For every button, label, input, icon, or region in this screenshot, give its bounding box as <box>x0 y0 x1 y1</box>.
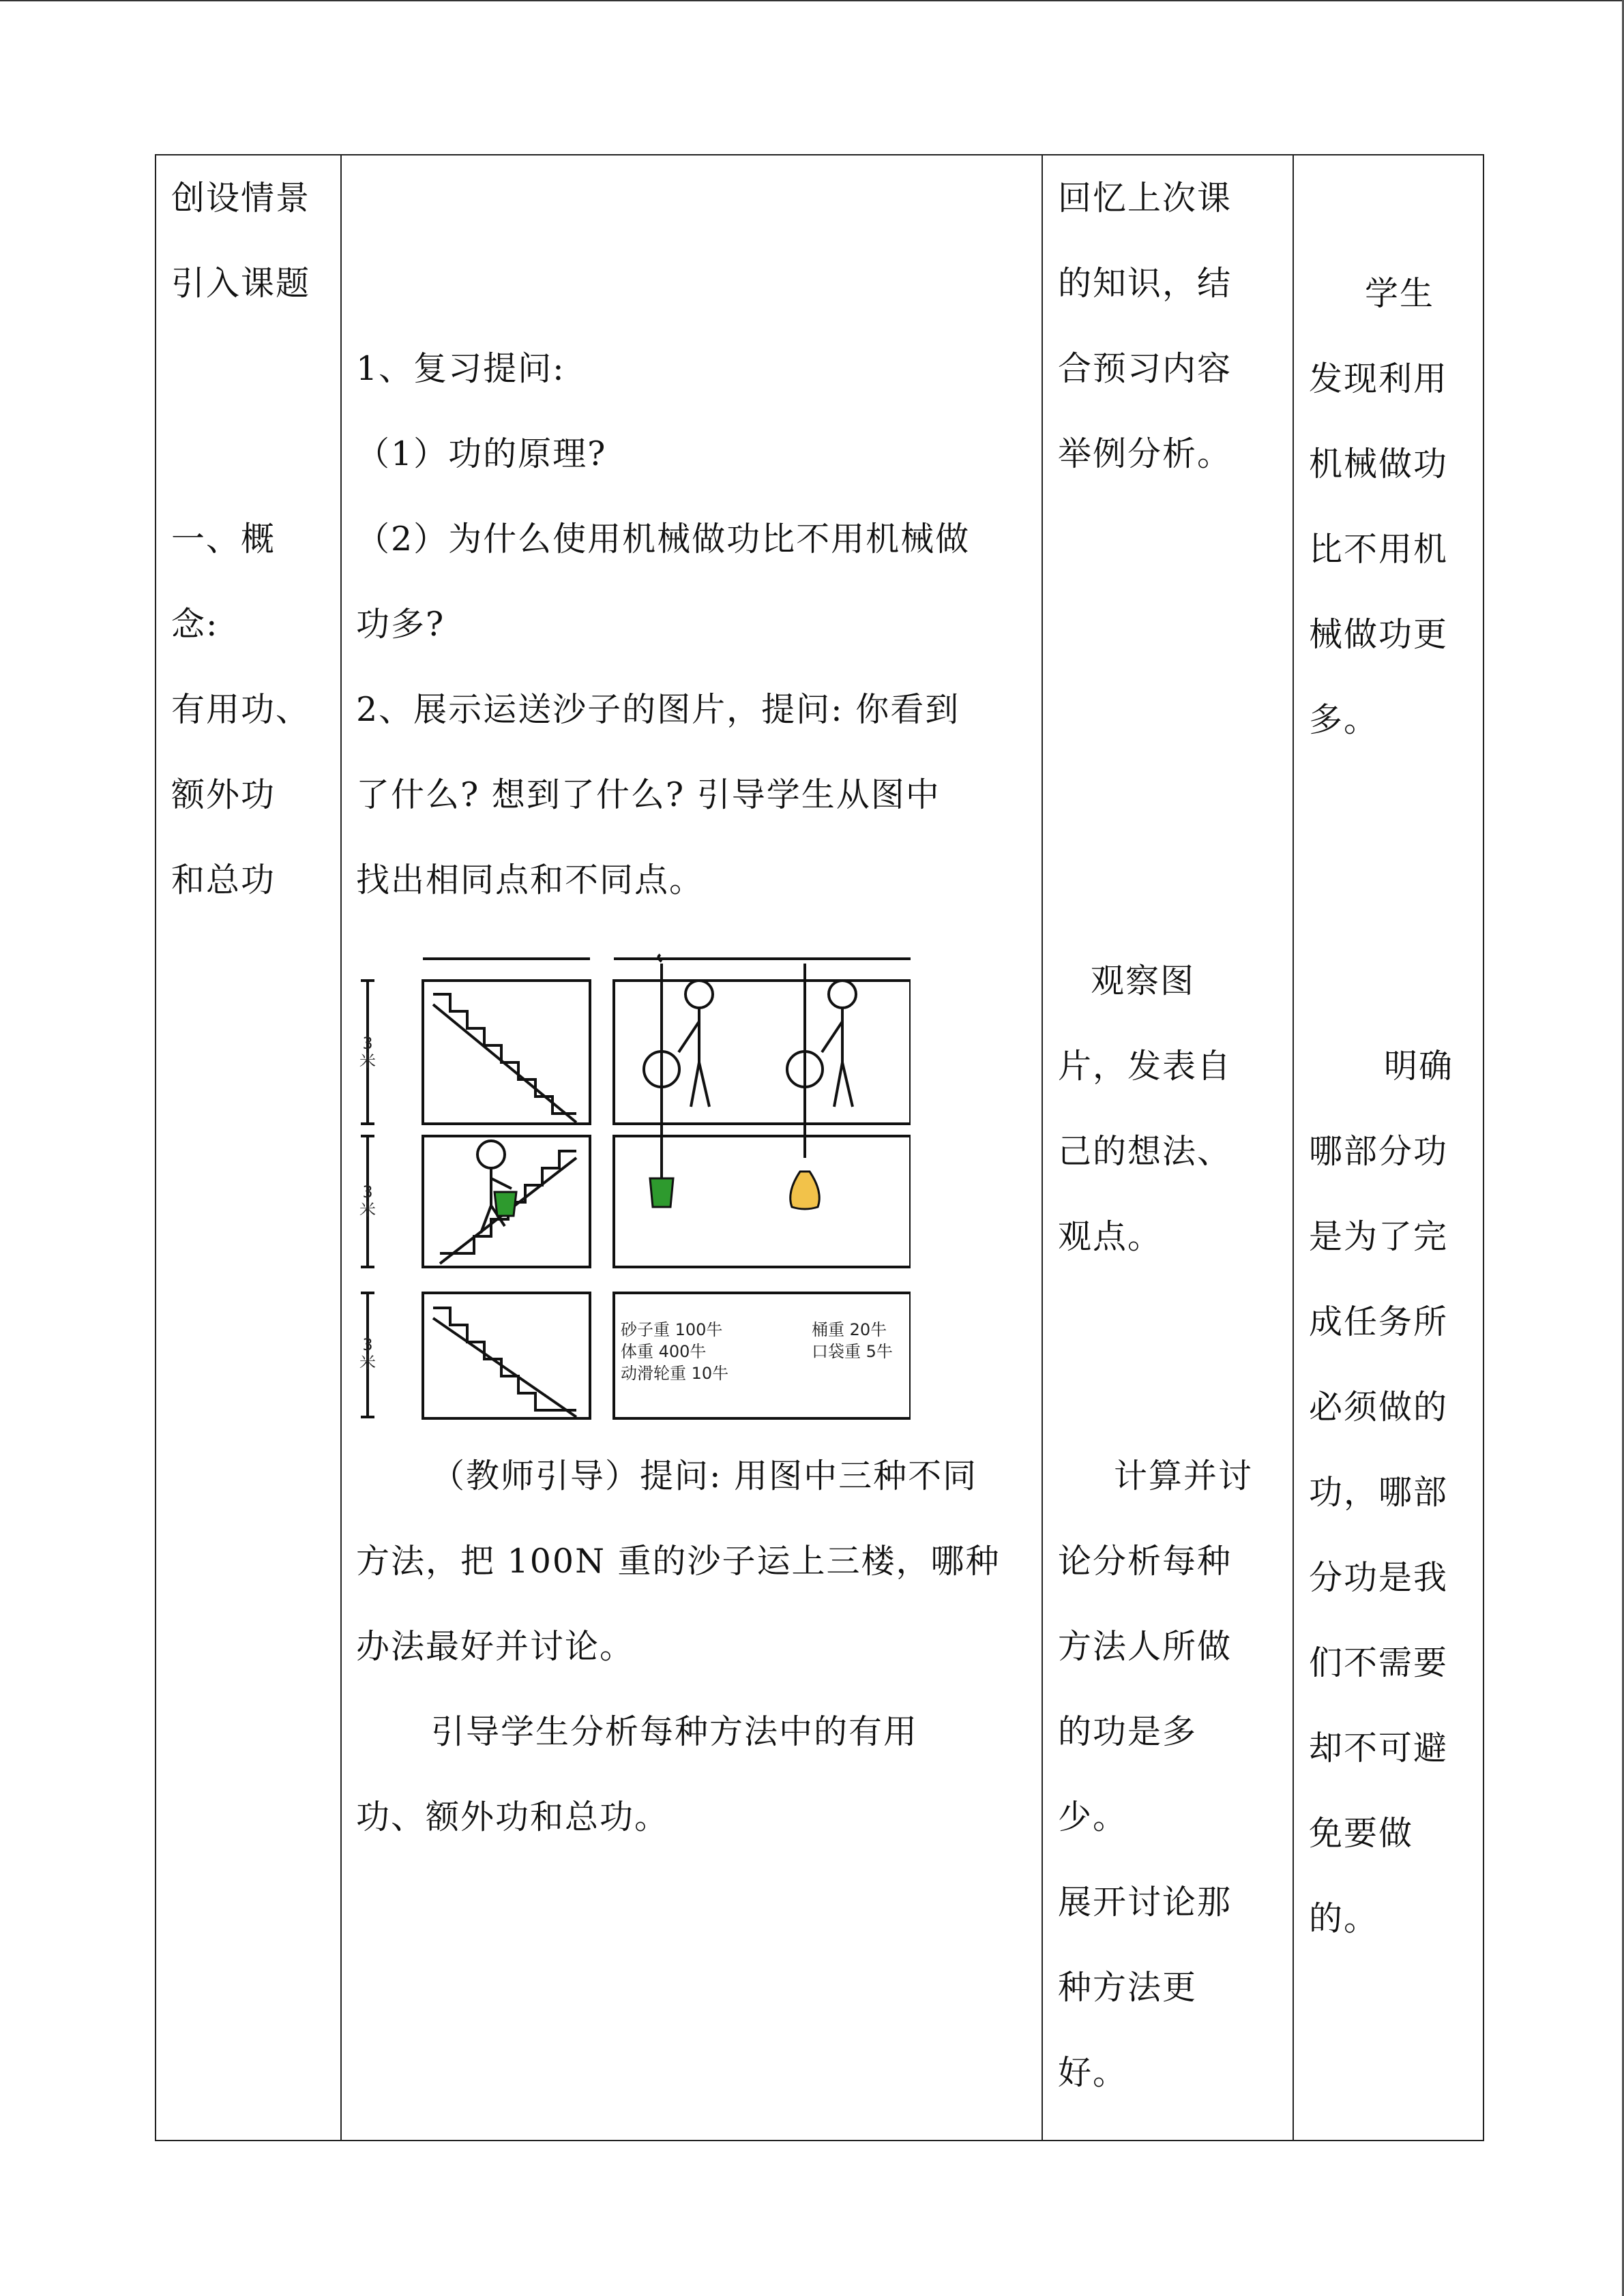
design-intent-line: 们不需要 <box>1309 1643 1449 1682</box>
student-activity-line: 观点。 <box>1058 1217 1163 1256</box>
student-activity-line: 计算并讨 <box>1114 1457 1254 1495</box>
concept-line: 一、概 <box>171 520 276 558</box>
student-activity-line: 少。 <box>1058 1798 1128 1836</box>
design-intent-line: 比不用机 <box>1309 530 1449 569</box>
student-activity-line: 合预习内容 <box>1058 349 1232 388</box>
student-activity-line: 论分析每种 <box>1058 1542 1232 1581</box>
teacher-guide-line3: 办法最好并讨论。 <box>356 1627 635 1666</box>
analysis-prompt-line1: 引导学生分析每种方法中的有用 <box>431 1712 919 1751</box>
review-question-2-line1: （2）为什么使用机械做功比不用机械做 <box>356 520 971 558</box>
body-weight-label: 体重 400牛 <box>621 1342 707 1361</box>
picture-prompt-line3: 找出相同点和不同点。 <box>356 861 705 899</box>
stage-column <box>171 155 340 2140</box>
design-intent-line: 成任务所 <box>1309 1302 1449 1341</box>
student-activity-line: 方法人所做 <box>1058 1627 1232 1666</box>
stage-heading-line2: 引入课题 <box>171 264 311 303</box>
floor-height-label: 米 <box>359 1200 376 1219</box>
design-intent-line: 明确 <box>1384 1047 1454 1086</box>
design-intent-line: 分功是我 <box>1309 1558 1449 1597</box>
design-intent-line: 却不可避 <box>1309 1729 1449 1768</box>
concept-line: 和总功 <box>171 861 276 899</box>
design-intent-line: 的。 <box>1309 1899 1379 1938</box>
review-question-2-line2: 功多? <box>356 605 445 644</box>
bucket-weight-label: 桶重 20牛 <box>812 1320 887 1339</box>
review-question-title: 1、复习提问: <box>356 349 565 388</box>
design-intent-line: 多。 <box>1309 700 1379 739</box>
design-intent-line: 发现利用 <box>1309 359 1449 398</box>
design-intent-line: 机械做功 <box>1309 445 1449 483</box>
concept-line: 念: <box>171 605 219 644</box>
column-divider <box>340 155 342 2140</box>
teacher-guide-line2: 方法，把 100N 重的沙子运上三楼，哪种 <box>356 1542 1001 1581</box>
student-activity-line: 好。 <box>1058 2053 1128 2092</box>
bag-weight-label: 口袋重 5牛 <box>812 1342 893 1361</box>
student-activity-line: 片，发表自 <box>1058 1047 1232 1086</box>
student-activity-line: 的知识，结 <box>1058 264 1232 303</box>
student-activity-line: 观察图 <box>1091 961 1196 1000</box>
floor-height-label: 米 <box>359 1353 376 1372</box>
bucket-shape <box>494 1192 516 1216</box>
student-activity-line: 己的想法、 <box>1058 1132 1232 1171</box>
floor-height-label: 米 <box>359 1052 376 1071</box>
bucket-shape <box>650 1178 673 1207</box>
student-activity-line: 种方法更 <box>1058 1968 1198 2007</box>
column-divider <box>1293 155 1294 2140</box>
design-intent-line: 学生 <box>1365 274 1435 313</box>
page-top-border <box>0 0 1624 1</box>
floor-height-label: 3 <box>362 1182 373 1202</box>
design-intent-line: 功，哪部 <box>1309 1473 1449 1512</box>
design-intent-column <box>1309 155 1483 2140</box>
design-intent-line: 是为了完 <box>1309 1217 1449 1256</box>
analysis-prompt-line2: 功、额外功和总功。 <box>356 1798 670 1836</box>
design-intent-line: 械做功更 <box>1309 615 1449 654</box>
column-divider <box>1042 155 1043 2140</box>
pulley-weight-label: 动滑轮重 10牛 <box>621 1364 729 1383</box>
student-activity-line: 回忆上次课 <box>1058 179 1232 218</box>
floor-height-label: 3 <box>362 1034 373 1053</box>
design-intent-line: 免要做 <box>1309 1814 1414 1853</box>
review-question-1: （1）功的原理? <box>356 434 607 473</box>
sand-weight-label: 砂子重 100牛 <box>621 1320 723 1339</box>
design-intent-line: 必须做的 <box>1309 1388 1449 1427</box>
concept-line: 额外功 <box>171 775 276 814</box>
sand-transport-illustration <box>358 953 911 1424</box>
design-intent-line: 哪部分功 <box>1309 1132 1449 1171</box>
student-activity-line: 的功是多 <box>1058 1712 1198 1751</box>
floor-height-label: 3 <box>362 1335 373 1354</box>
bag-shape <box>791 1172 820 1209</box>
concept-line: 有用功、 <box>171 690 311 729</box>
picture-prompt-line1: 2、展示运送沙子的图片，提问: 你看到 <box>356 690 960 729</box>
student-activity-line: 展开讨论那 <box>1058 1883 1232 1922</box>
teacher-guide-line1: （教师引导）提问: 用图中三种不同 <box>431 1457 978 1495</box>
student-activity-column <box>1058 155 1290 2140</box>
student-activity-line: 举例分析。 <box>1058 434 1232 473</box>
stage-heading-line1: 创设情景 <box>171 179 311 218</box>
picture-prompt-line2: 了什么? 想到了什么? 引导学生从图中 <box>356 775 941 814</box>
sand-transport-figure <box>358 953 911 1424</box>
